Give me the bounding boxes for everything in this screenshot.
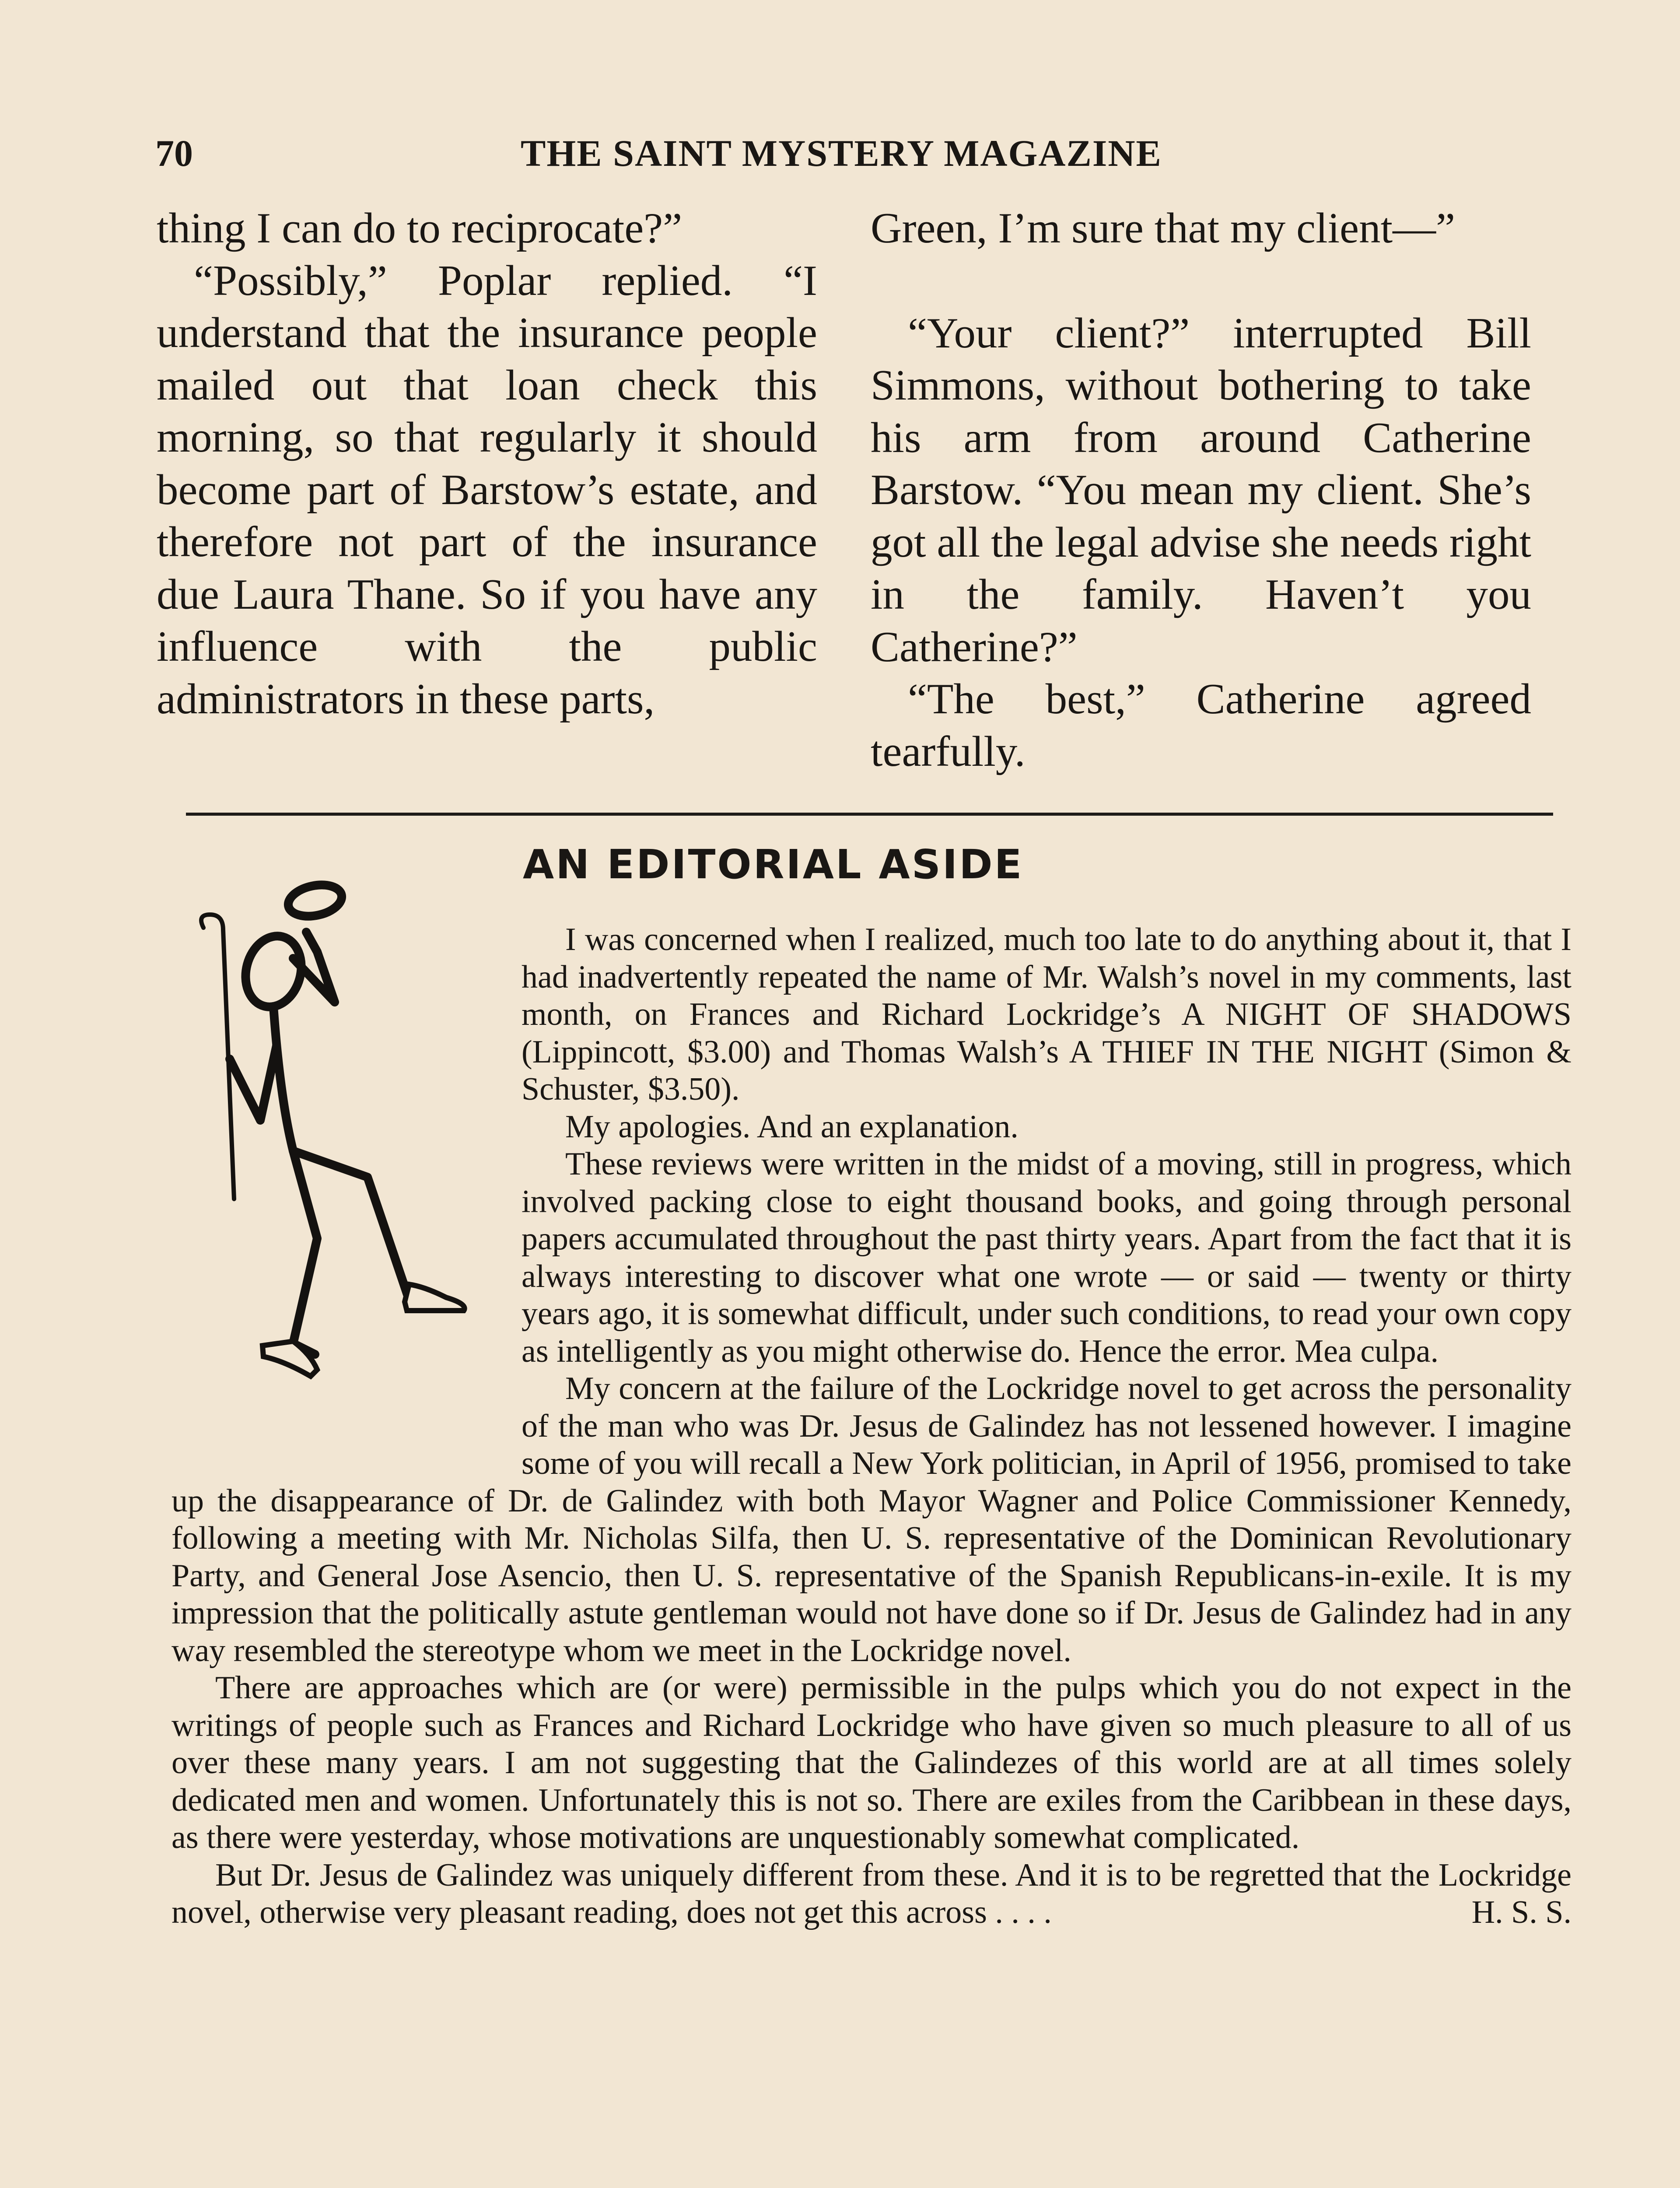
editorial-paragraph-final	[172, 1857, 1572, 1932]
editorial-paragraph: My apologies. And an explanation.	[565, 1108, 1018, 1145]
illustration-spacer	[172, 921, 522, 1457]
story-paragraph: Green, I’m sure that my client—”	[871, 204, 1456, 252]
editorial-paragraph: There are approaches which are (or were) permissible in the pulps which you do not expect in the writings of people such as Frances and Richard Lockridge who have given so much pleasure to all of us over these many years. I am not suggesting that the Galindezes of this world are at all times solely dedicated men and women. Unfortunately this is not so. There are exiles from the Caribbean in these days, as there were yesterday, whose motivations are unquestionably somewhat complicated.	[172, 1670, 1572, 1855]
story-paragraph: “Possibly,” Poplar replied. “I understand that the insurance people mailed out that loan check this morning, so that regularly it should become part of Barstow’s estate, and therefore not part of the insurance due Laura Thane. So if you have any influence with the public administrators in these parts,	[157, 256, 817, 723]
story-left-column	[157, 202, 817, 725]
editorial-body	[172, 921, 1572, 1932]
story-paragraph: thing I can do to reciprocate?”	[157, 204, 682, 252]
story-right-column	[871, 202, 1531, 778]
story-paragraph: “The best,” Catherine agreed tearfully.	[871, 675, 1531, 775]
section-divider-top	[186, 813, 1553, 816]
page-header	[155, 131, 1214, 179]
editorial-paragraph: I was concerned when I realized, much too late to do anything about it, that I had inadvertently repeated the name of Mr. Walsh’s novel in my comments, last month, on Frances and Richard Lockridge’s A NIGHT OF SHADOWS (Lippincott, $3.00) and Thomas Walsh’s A THIEF IN THE NIGHT (Simon & Schuster, $3.50).	[522, 922, 1572, 1107]
magazine-title: THE SAINT MYSTERY MAGAZINE	[521, 132, 1162, 174]
page-number: 70	[155, 132, 193, 174]
editorial-paragraph: My concern at the failure of the Lockridge novel to get across the personality of the man who was Dr. Jesus de Galindez has not lessened however. I imagine some of you will recall a New York politician, in April of 1956, promised to take up the disappearance of Dr. de Galindez with both Mayor Wagner and Police Commissioner Kennedy, following a meeting with Mr. Nicholas Silfa, then U. S. representative of the Dominican Revolutionary Party, and General Jose Asencio, then U. S. representative of the Spanish Republicans-in-exile. It is my impression that the politically astute gentleman would not have done so if Dr. Jesus de Galindez had in any way resembled the stereotype whom we meet in the Lockridge novel.	[172, 1371, 1572, 1669]
editorial-paragraph: These reviews were written in the midst of a moving, still in progress, which involved packing close to eight thousand books, and going through personal papers accumulated throughout the past thirty years. Apart from the fact that it is always interesting to discover what one wrote — or said — twenty or thirty years ago, it is somewhat difficult, under such conditions, to read your own copy as intelligently as you might otherwise do. Hence the error. Mea culpa.	[522, 1146, 1572, 1369]
editorial-closing-text: But Dr. Jesus de Galindez was uniquely different from these. And it is to be regretted that the Lockridge novel, otherwise very pleasant reading, does not get this across . . . .	[172, 1857, 1572, 1930]
editorial-title: AN EDITORIAL ASIDE	[523, 841, 1024, 888]
editorial-signature: H. S. S.	[1471, 1894, 1572, 1930]
story-paragraph: “Your client?” interrupted Bill Simmons, without bothering to take his arm from around Catherine Barstow. “You mean my client. She’s got all the legal advise she needs right in the family. Haven’t you Catherine?”	[871, 309, 1531, 671]
